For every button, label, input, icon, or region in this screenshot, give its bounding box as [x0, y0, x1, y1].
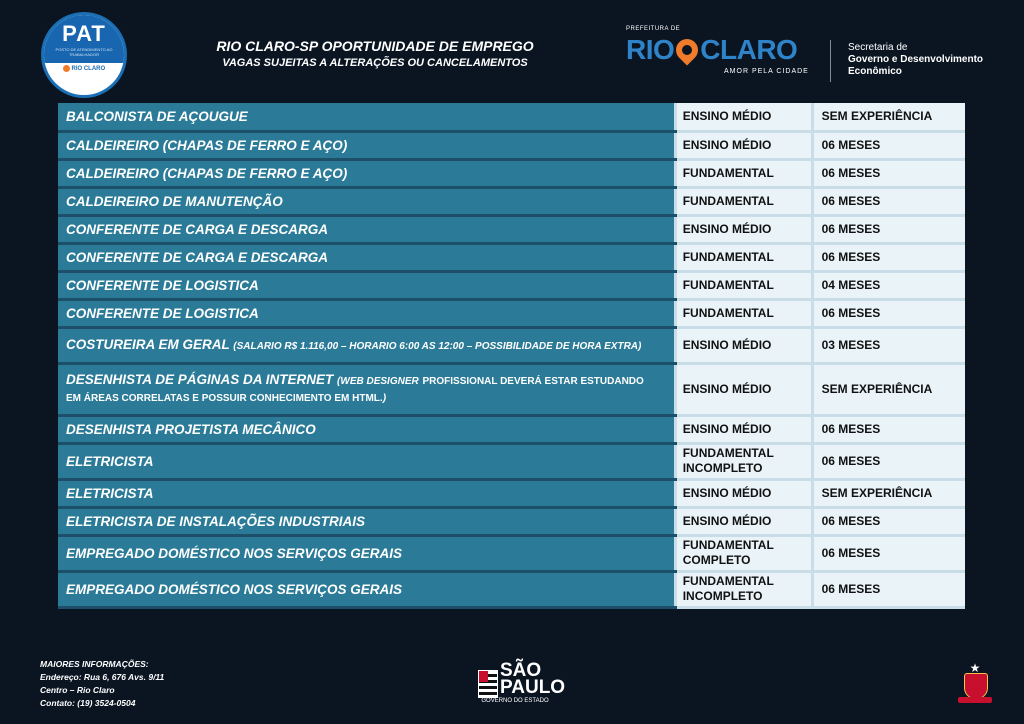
job-experience: 06 MESES [812, 299, 965, 327]
table-row [58, 243, 965, 271]
job-education: ENSINO MÉDIO [675, 103, 812, 131]
pat-logo-subtitle: POSTO DE ATENDIMENTO AO TRABALHADOR [55, 47, 113, 57]
job-title-text: CALDEIREIRO (CHAPAS DE FERRO E AÇO) [66, 165, 348, 181]
job-experience: 03 MESES [812, 327, 965, 363]
table-row [58, 535, 965, 571]
contact-heading: MAIORES INFORMAÇÕES: [40, 659, 149, 669]
job-title [58, 271, 669, 299]
prefeitura-label: PREFEITURA DE [626, 26, 681, 32]
sp-wordmark [500, 662, 565, 696]
job-title-text: EMPREGADO DOMÉSTICO NOS SERVIÇOS GERAIS [66, 581, 403, 597]
job-experience: 04 MESES [812, 271, 965, 299]
crest-star-icon: ★ [969, 661, 981, 675]
job-note-b: PROFISSIONAL DEVERÁ ESTAR ESTUDANDO EM ÁREAS CORRELATAS E POSSUIR CONHECIMENTO EM HTML. [66, 376, 644, 404]
contact-district: Centro – Rio Claro [40, 685, 115, 695]
crest-shield [964, 673, 988, 699]
crest-ribbon [958, 697, 992, 703]
table-row [58, 271, 965, 299]
job-education: FUNDAMENTAL [675, 187, 812, 215]
sp-flag-icon [478, 670, 498, 698]
sp-wordmark-line1: SÃO [500, 660, 542, 681]
job-education: FUNDAMENTAL [675, 159, 812, 187]
job-title [58, 415, 669, 443]
contact-info [40, 658, 164, 710]
job-title-text: EMPREGADO DOMÉSTICO NOS SERVIÇOS GERAIS [66, 545, 403, 561]
pat-logo-word: PAT [62, 21, 106, 46]
prefeitura-tagline: AMOR PELA CIDADE [724, 68, 809, 75]
job-experience: 06 MESES [812, 535, 965, 571]
job-title-text: CONFERENTE DE LOGISTICA [66, 277, 259, 293]
job-title [58, 363, 669, 415]
job-education: ENSINO MÉDIO [675, 415, 812, 443]
pat-logo-top [44, 15, 124, 63]
job-title [58, 243, 669, 271]
job-experience: 06 MESES [812, 131, 965, 159]
job-education: FUNDAMENTAL INCOMPLETO [675, 443, 812, 479]
rio-claro-wordmark [626, 34, 797, 66]
job-experience: 06 MESES [812, 187, 965, 215]
table-row [58, 571, 965, 607]
table-row [58, 299, 965, 327]
job-education: ENSINO MÉDIO [675, 215, 812, 243]
job-title [58, 215, 669, 243]
job-education: FUNDAMENTAL [675, 271, 812, 299]
contact-address: Endereço: Rua 6, 676 Avs. 9/11 [40, 672, 165, 682]
job-experience: 06 MESES [812, 243, 965, 271]
job-title-text: DESENHISTA PROJETISTA MECÂNICO [66, 421, 316, 437]
job-title [58, 479, 669, 507]
pat-logo-city-text: RIO CLARO [71, 66, 106, 73]
wordmark-rio: RIO [626, 34, 675, 65]
table-row [58, 131, 965, 159]
job-title [58, 299, 669, 327]
table-row [58, 327, 965, 363]
job-experience: 06 MESES [812, 415, 965, 443]
job-note-c: ) [382, 393, 387, 404]
job-title [58, 103, 669, 131]
job-title-text: ELETRICISTA DE INSTALAÇÕES INDUSTRIAIS [66, 513, 366, 529]
pat-logo-city [44, 65, 124, 72]
job-education: FUNDAMENTAL INCOMPLETO [675, 571, 812, 607]
sp-government-label: GOVERNO DO ESTADO [481, 698, 549, 704]
job-experience: 06 MESES [812, 571, 965, 607]
table-row [58, 159, 965, 187]
job-title-text: CALDEIREIRO (CHAPAS DE FERRO E AÇO) [66, 137, 348, 153]
job-title-text: CONFERENTE DE LOGISTICA [66, 305, 259, 321]
job-experience: 06 MESES [812, 507, 965, 535]
job-title [58, 443, 669, 479]
job-experience: 06 MESES [812, 215, 965, 243]
secretaria-line2: Governo e Desenvolvimento [848, 54, 984, 65]
job-education: FUNDAMENTAL COMPLETO [675, 535, 812, 571]
job-title [58, 159, 669, 187]
sp-wordmark-line2: PAULO [500, 677, 566, 698]
job-education: ENSINO MÉDIO [675, 327, 812, 363]
job-experience: SEM EXPERIÊNCIA [812, 479, 965, 507]
job-education: ENSINO MÉDIO [675, 507, 812, 535]
logo-divider [830, 40, 831, 82]
job-education: ENSINO MÉDIO [675, 479, 812, 507]
job-title-text: ELETRICISTA [66, 453, 154, 469]
job-title [58, 535, 669, 571]
secretaria-label [848, 42, 983, 78]
jobs-table [58, 103, 965, 609]
table-row [58, 415, 965, 443]
job-title [58, 131, 669, 159]
job-experience: SEM EXPERIÊNCIA [812, 363, 965, 415]
secretaria-line1: Secretaria de [848, 42, 908, 53]
job-experience: 06 MESES [812, 159, 965, 187]
pat-logo [41, 12, 127, 98]
job-education: FUNDAMENTAL [675, 243, 812, 271]
state-coat-of-arms-icon [958, 663, 992, 705]
job-experience: 06 MESES [812, 443, 965, 479]
job-title-text: ELETRICISTA [66, 485, 154, 501]
job-title-text: CALDEIREIRO DE MANUTENÇÃO [66, 193, 283, 209]
job-note: (SALARIO R$ 1.116,00 – HORARIO 6:00 AS 12:00 – POSSIBILIDADE DE HORA EXTRA) [233, 340, 642, 352]
job-title [58, 327, 669, 363]
table-row [58, 215, 965, 243]
table-row [58, 103, 965, 131]
job-education: FUNDAMENTAL [675, 299, 812, 327]
wordmark-claro: CLARO [700, 34, 798, 65]
sao-paulo-government-logo [478, 660, 566, 706]
page-title: RIO CLARO-SP OPORTUNIDADE DE EMPREGO [216, 38, 534, 54]
location-pin-icon [63, 65, 70, 72]
prefeitura-rio-claro-logo [626, 26, 821, 82]
job-education: ENSINO MÉDIO [675, 363, 812, 415]
page-subtitle: VAGAS SUJEITAS A ALTERAÇÕES OU CANCELAMENTOS [222, 57, 528, 69]
map-pin-icon [672, 34, 703, 65]
job-title-text: CONFERENTE DE CARGA E DESCARGA [66, 221, 329, 237]
table-row [58, 363, 965, 415]
job-title-text: COSTUREIRA EM GERAL [66, 336, 230, 352]
table-row [58, 443, 965, 479]
job-title [58, 571, 669, 607]
job-experience: SEM EXPERIÊNCIA [812, 103, 965, 131]
job-title [58, 187, 669, 215]
table-row [58, 507, 965, 535]
table-row [58, 187, 965, 215]
job-title [58, 507, 669, 535]
job-title-text: DESENHISTA DE PÁGINAS DA INTERNET [66, 372, 334, 387]
job-education: ENSINO MÉDIO [675, 131, 812, 159]
job-title-text: BALCONISTA DE AÇOUGUE [66, 108, 248, 124]
job-title-text: CONFERENTE DE CARGA E DESCARGA [66, 249, 329, 265]
contact-phone: Contato: (19) 3524-0504 [40, 698, 136, 708]
secretaria-line3: Econômico [848, 66, 902, 77]
table-row [58, 479, 965, 507]
job-note-a: (WEB DESIGNER [337, 376, 419, 387]
